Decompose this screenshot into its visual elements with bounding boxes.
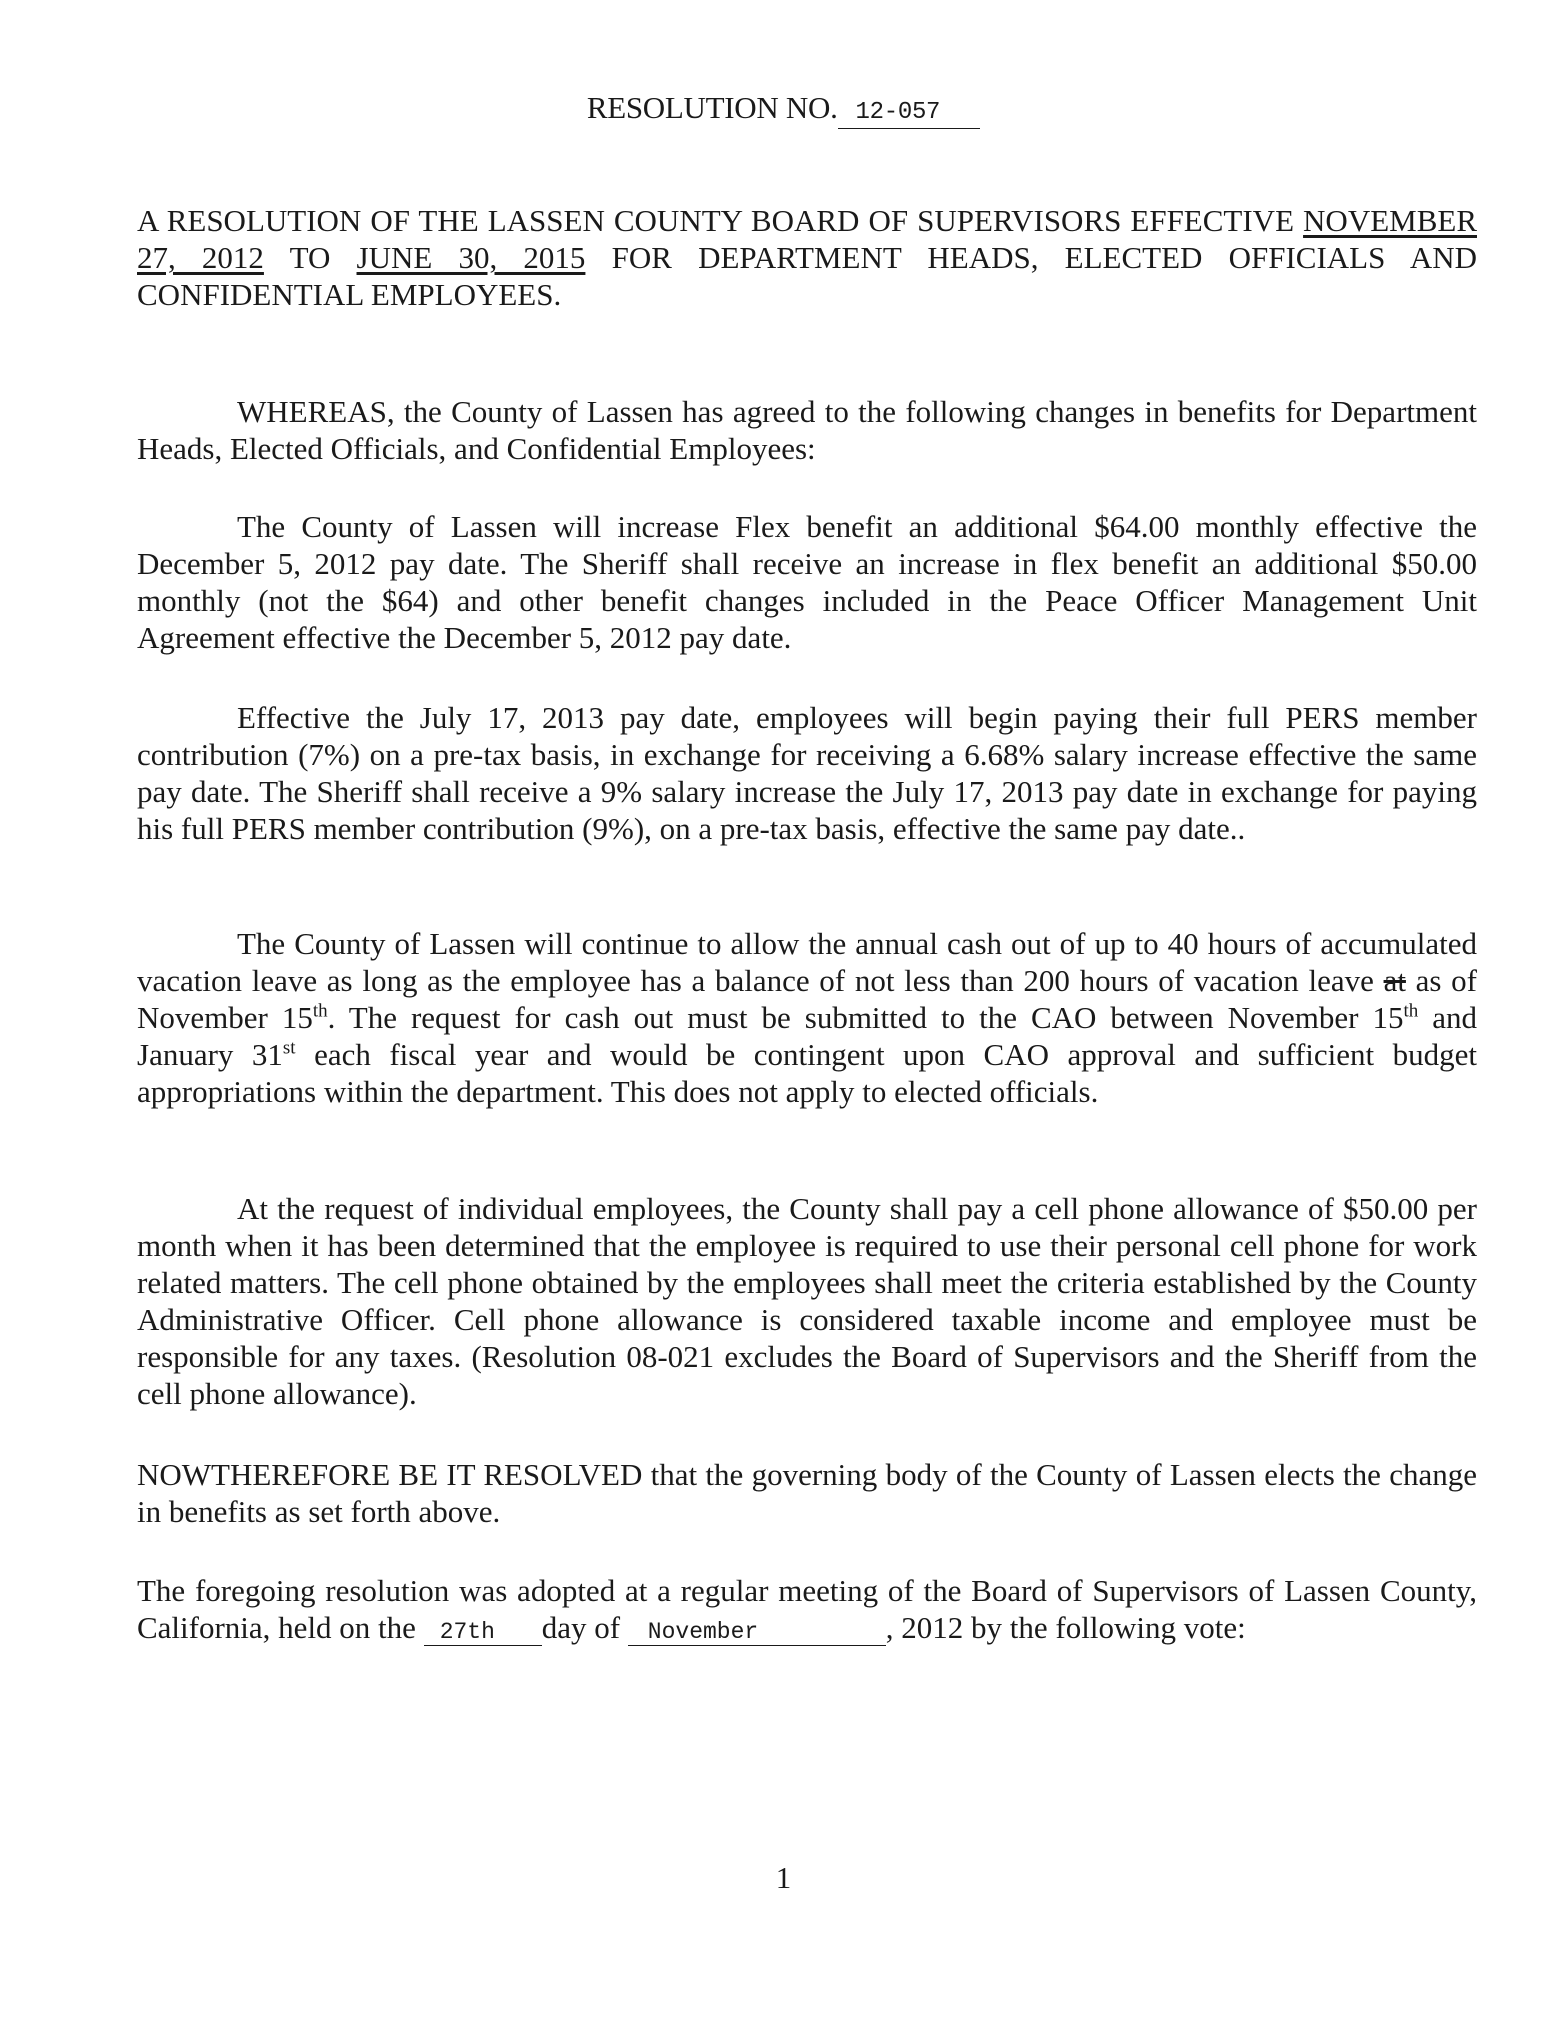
flex-benefit-paragraph: The County of Lassen will increase Flex benefit an additional $64.00 monthly effective the December 5, 2012 pay date. The Sheriff shall receive an increase in flex benefit an additional $50.00 monthly (not the $64) and other benefit changes included in the Peace Officer Management Unit Agreement effective the December 5, 2012 pay date. (137, 509, 1477, 655)
resolved-paragraph: NOWTHEREFORE BE IT RESOLVED that the governing body of the County of Lassen elects the change in benefits as set forth above. (137, 1457, 1477, 1529)
title-to: TO (289, 240, 331, 275)
cell-phone-paragraph: At the request of individual employees, the County shall pay a cell phone allowance of $50.00 per month when it has been determined that the employee is required to use their personal cell phone for work related matters. The cell phone obtained by the employees shall meet the criteria established by the County Administrative Officer. Cell phone allowance is considered taxable income and employee must be responsible for any taxes. (Resolution 08-021 excludes the Board of Supervisors and the Sheriff from the cell phone allowance). (137, 1191, 1477, 1411)
title-end-date: JUNE 30, 2015 (356, 240, 586, 275)
resolution-label: RESOLUTION NO. (586, 90, 838, 125)
whereas-paragraph: WHEREAS, the County of Lassen has agreed to the following changes in benefits for Department Heads, Elected Officials, and Confidential Employees: (137, 394, 1477, 466)
resolution-title (137, 202, 1477, 313)
resolution-number: 12-057 (838, 98, 981, 129)
adoption-text-3: , 2012 by the following vote: (885, 1610, 1246, 1645)
title-start-date: NOVEMBER 27, 2012 (137, 203, 1477, 275)
adoption-month-field: November (628, 1619, 886, 1646)
vacation-struck-word: at (1383, 963, 1406, 998)
adoption-day-field: 27th (424, 1619, 542, 1646)
vacation-text-1: The County of Lassen will continue to allow the annual cash out of up to 40 hours of accumulated vacation leave as long as the employee has a balance of not less than 200 hours of vacation leave (137, 926, 1477, 998)
vacation-text-5: each fiscal year and would be contingent upon CAO approval and sufficient budget appropriations within the department. This does not apply to elected officials. (137, 1037, 1478, 1109)
page-number: 1 (775, 1860, 792, 1895)
vacation-sup-1: th (312, 1000, 328, 1022)
title-line-end: FOR DEPARTMENT HEADS, ELECTED OFFICIALS AND CONFIDENTIAL EMPLOYEES. (137, 240, 1477, 312)
vacation-text-4: and January 31 (137, 1000, 1478, 1072)
adoption-paragraph (137, 1572, 1477, 1646)
adoption-text-1: The foregoing resolution was adopted at a regular meeting of the Board of Supervisors of Lassen County, California, held on the (137, 1573, 1477, 1645)
vacation-text-3: . The request for cash out must be submitted to the CAO between November 15 (327, 1000, 1404, 1035)
pers-contribution-paragraph: Effective the July 17, 2013 pay date, employees will begin paying their full PERS member contribution (7%) on a pre-tax basis, in exchange for receiving a 6.68% salary increase effective the same pay date. The Sheriff shall receive a 9% salary increase the July 17, 2013 pay date in exchange for paying his full PERS member contribution (9%), on a pre-tax basis, effective the same pay date.. (137, 700, 1477, 846)
vacation-sup-3: st (282, 1037, 296, 1059)
title-line-start: A RESOLUTION OF THE LASSEN COUNTY BOARD OF SUPERVISORS EFFECTIVE (137, 203, 1295, 238)
adoption-text-2: day of (541, 1610, 621, 1645)
vacation-cashout-paragraph (137, 925, 1477, 1110)
vacation-sup-2: th (1403, 1000, 1419, 1022)
vacation-text-2: as of November 15 (137, 963, 1478, 1035)
resolution-number-heading (0, 90, 1567, 129)
